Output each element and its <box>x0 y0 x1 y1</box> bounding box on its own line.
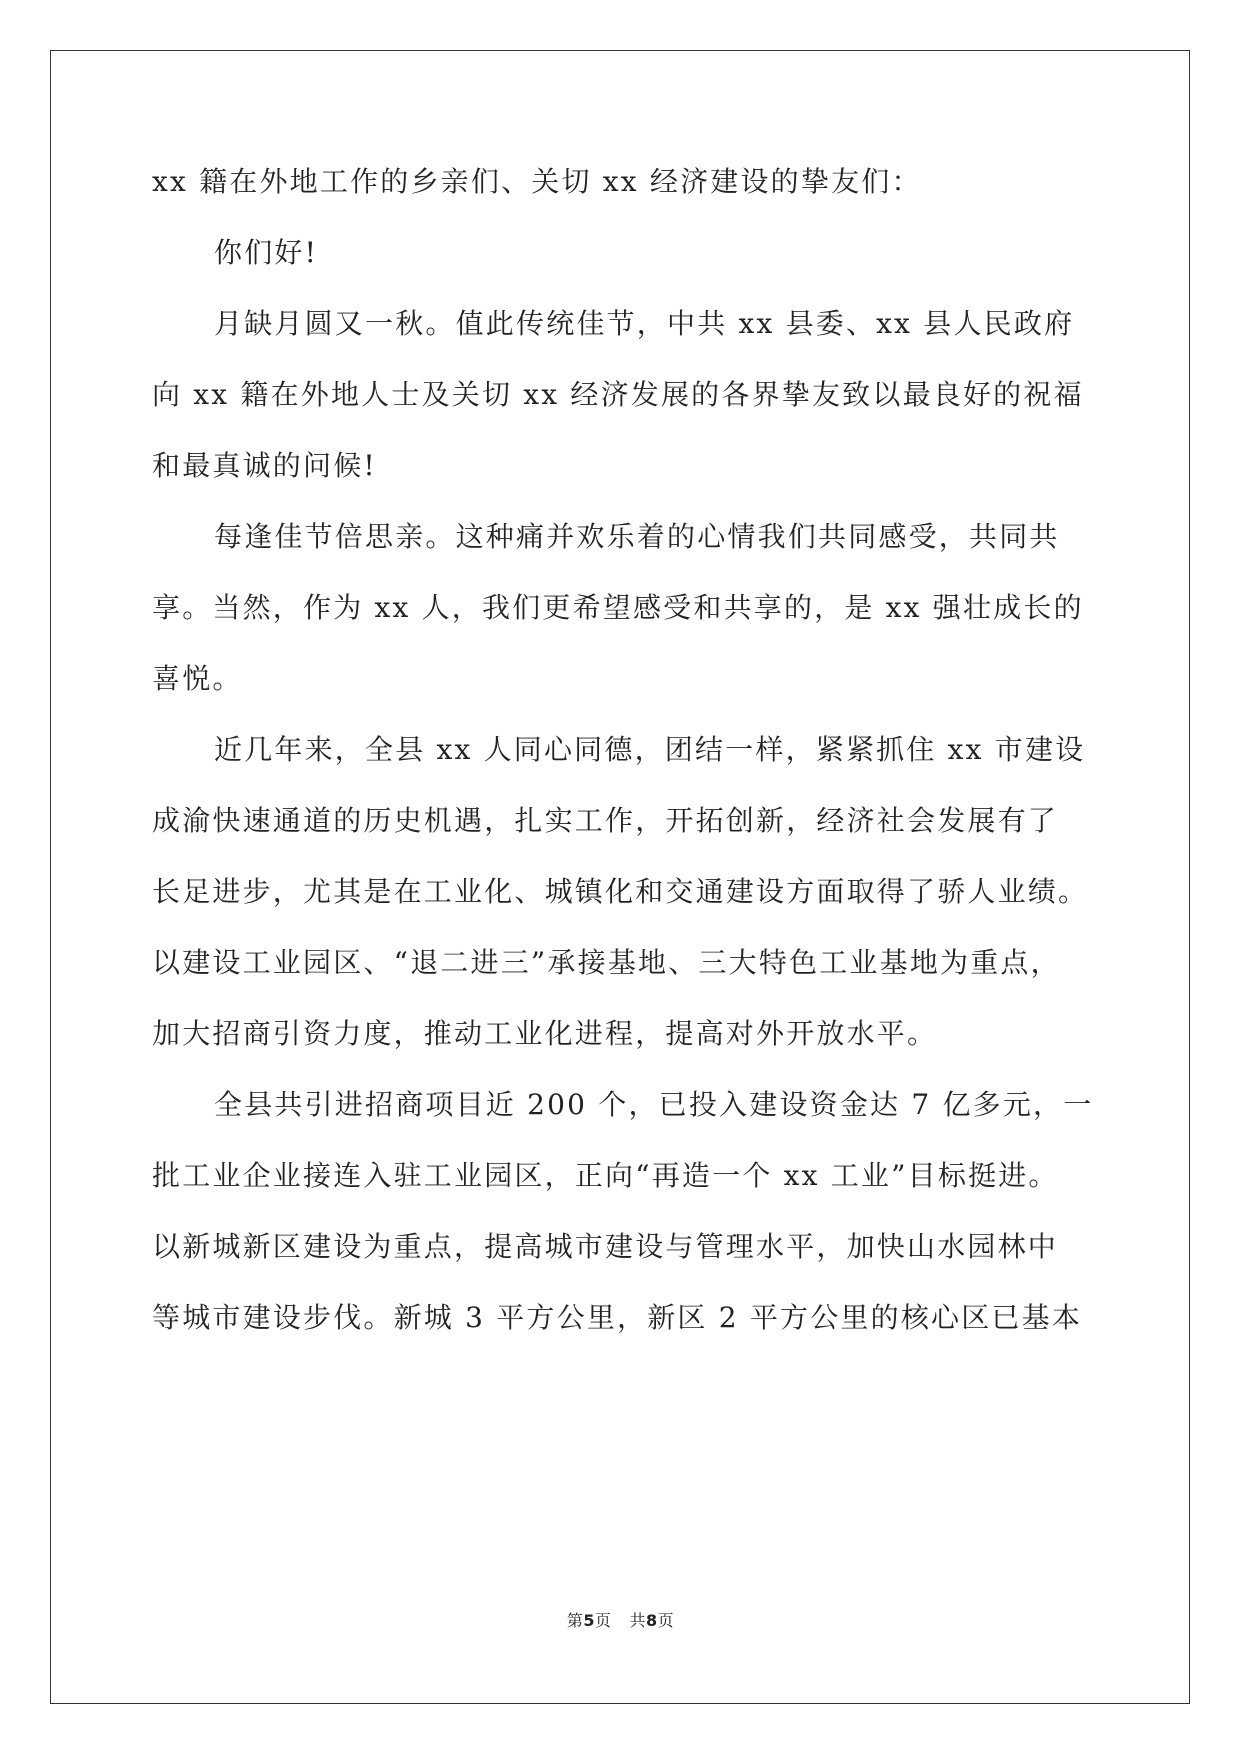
greeting-line: 你们好! <box>214 236 319 269</box>
total-page-number: 8 <box>646 1611 658 1630</box>
footer-page-unit: 页 <box>594 1611 612 1630</box>
paragraph-line: 长足进步，尤其是在工业化、城镇化和交通建设方面取得了骄人业绩。 <box>152 875 1089 908</box>
paragraph-line: 和最真诚的问候! <box>152 449 377 482</box>
paragraph-line: 以建设工业园区、“退二进三”承接基地、三大特色工业基地为重点， <box>152 946 1061 979</box>
footer-total-unit: 页 <box>657 1611 675 1630</box>
paragraph-line: 成渝快速通道的历史机遇，扎实工作，开拓创新，经济社会发展有了 <box>152 804 1059 837</box>
footer-total-prefix: 共 <box>629 1611 647 1630</box>
current-page-number: 5 <box>583 1611 595 1630</box>
page-footer <box>0 1608 1241 1631</box>
paragraph-line: 向 xx 籍在外地人士及关切 xx 经济发展的各界挚友致以最良好的祝福 <box>152 378 1084 411</box>
paragraph-line: 等城市建设步伐。新城 3 平方公里，新区 2 平方公里的核心区已基本 <box>152 1301 1083 1334</box>
paragraph-line: 喜悦。 <box>152 662 243 695</box>
salutation-line: xx 籍在外地工作的乡亲们、关切 xx 经济建设的挚友们： <box>152 165 922 198</box>
footer-prefix: 第 <box>566 1611 584 1630</box>
paragraph-line: 批工业企业接连入驻工业园区，正向“再造一个 xx 工业”目标挺进。 <box>152 1159 1059 1192</box>
paragraph-line: 享。当然，作为 xx 人，我们更希望感受和共享的，是 xx 强壮成长的 <box>152 591 1084 624</box>
paragraph-line: 加大招商引资力度，推动工业化进程，提高对外开放水平。 <box>152 1017 938 1050</box>
paragraph-line: 以新城新区建设为重点，提高城市建设与管理水平，加快山水园林中 <box>152 1230 1059 1263</box>
paragraph-line: 全县共引进招商项目近 200 个，已投入建设资金达 7 亿多元，一 <box>214 1088 1094 1121</box>
paragraph-line: 月缺月圆又一秋。值此传统佳节，中共 xx 县委、xx 县人民政府 <box>214 307 1075 340</box>
paragraph-line: 近几年来，全县 xx 人同心同德，团结一样，紧紧抓住 xx 市建设 <box>214 733 1086 766</box>
paragraph-line: 每逢佳节倍思亲。这种痛并欢乐着的心情我们共同感受，共同共 <box>214 520 1060 553</box>
